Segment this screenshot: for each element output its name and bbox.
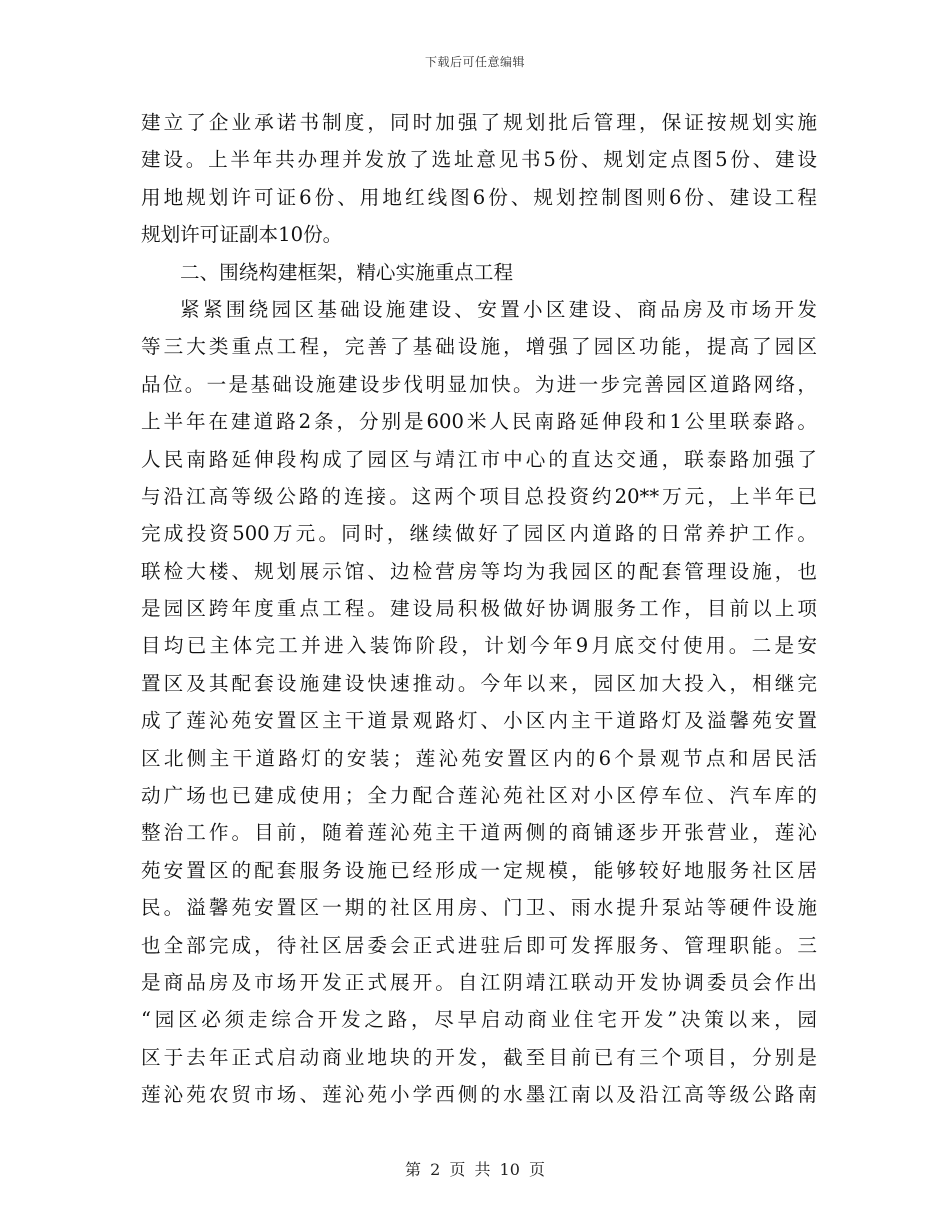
text-line: 整治工作。目前，随着莲沁苑主干道两侧的商铺逐步开张营业，莲沁 [141, 821, 817, 845]
text-line: 完成投资500万元。同时，继续做好了园区内道路的日常养护工作。 [141, 522, 817, 546]
text-line: 等三大类重点工程，完善了基础设施，增强了园区功能，提高了园区 [141, 335, 817, 359]
section-heading: 二、围绕构建框架，精心实施重点工程 [180, 260, 514, 284]
text-line: 是商品房及市场开发正式展开。自江阴靖江联动开发协调委员会作出 [141, 970, 817, 994]
text-line: 苑安置区的配套服务设施已经形成一定规模，能够较好地服务社区居 [141, 858, 817, 882]
text-line: “园区必须走综合开发之路，尽早启动商业住宅开发”决策以来，园 [141, 1008, 817, 1032]
text-line: 也全部完成，待社区居委会正式进驻后即可发挥服务、管理职能。三 [141, 933, 817, 957]
text-line: 动广场也已建成使用；全力配合莲沁苑社区对小区停车位、汽车库的 [141, 784, 817, 808]
text-line: 与沿江高等级公路的连接。这两个项目总投资约20**万元，上半年已 [141, 484, 817, 508]
text-line: 用地规划许可证6份、用地红线图6份、规划控制图则6份、建设工程 [141, 185, 817, 209]
text-line: 建立了企业承诺书制度，同时加强了规划批后管理，保证按规划实施 [141, 111, 817, 134]
text-line: 联检大楼、规划展示馆、边检营房等均为我园区的配套管理设施，也 [141, 559, 817, 583]
text-line: 建设。上半年共办理并发放了选址意见书5份、规划定点图5份、建设 [141, 148, 817, 172]
text-line: 紧紧围绕园区基础设施建设、安置小区建设、商品房及市场开发 [180, 297, 817, 321]
text-line: 规划许可证副本10份。 [141, 223, 343, 247]
text-line: 区北侧主干道路灯的安装；莲沁苑安置区内的6个景观节点和居民活 [141, 746, 817, 770]
text-line: 区于去年正式启动商业地块的开发，截至目前已有三个项目，分别是 [141, 1045, 817, 1069]
text-line: 置区及其配套设施建设快速推动。今年以来，园区加大投入，相继完 [141, 671, 817, 695]
text-line: 民。溢馨苑安置区一期的社区用房、门卫、雨水提升泵站等硬件设施 [141, 896, 817, 920]
page-footer: 第 2 页 共 10 页 [405, 1160, 545, 1179]
text-line: 目均已主体完工并进入装饰阶段，计划今年9月底交付使用。二是安 [141, 634, 817, 658]
page-header: 下载后可任意编辑 [424, 55, 525, 69]
text-line: 莲沁苑农贸市场、莲沁苑小学西侧的水墨江南以及沿江高等级公路南 [141, 1083, 817, 1107]
document-body [141, 104, 817, 1114]
text-line: 品位。一是基础设施建设步伐明显加快。为进一步完善园区道路网络， [141, 372, 817, 396]
text-line: 成了莲沁苑安置区主干道景观路灯、小区内主干道路灯及溢馨苑安置 [141, 709, 817, 733]
text-line: 人民南路延伸段构成了园区与靖江市中心的直达交通，联泰路加强了 [141, 447, 817, 471]
text-line: 上半年在建道路2条，分别是600米人民南路延伸段和1公里联泰路。 [141, 410, 817, 434]
text-line: 是园区跨年度重点工程。建设局积极做好协调服务工作，目前以上项 [141, 597, 817, 621]
